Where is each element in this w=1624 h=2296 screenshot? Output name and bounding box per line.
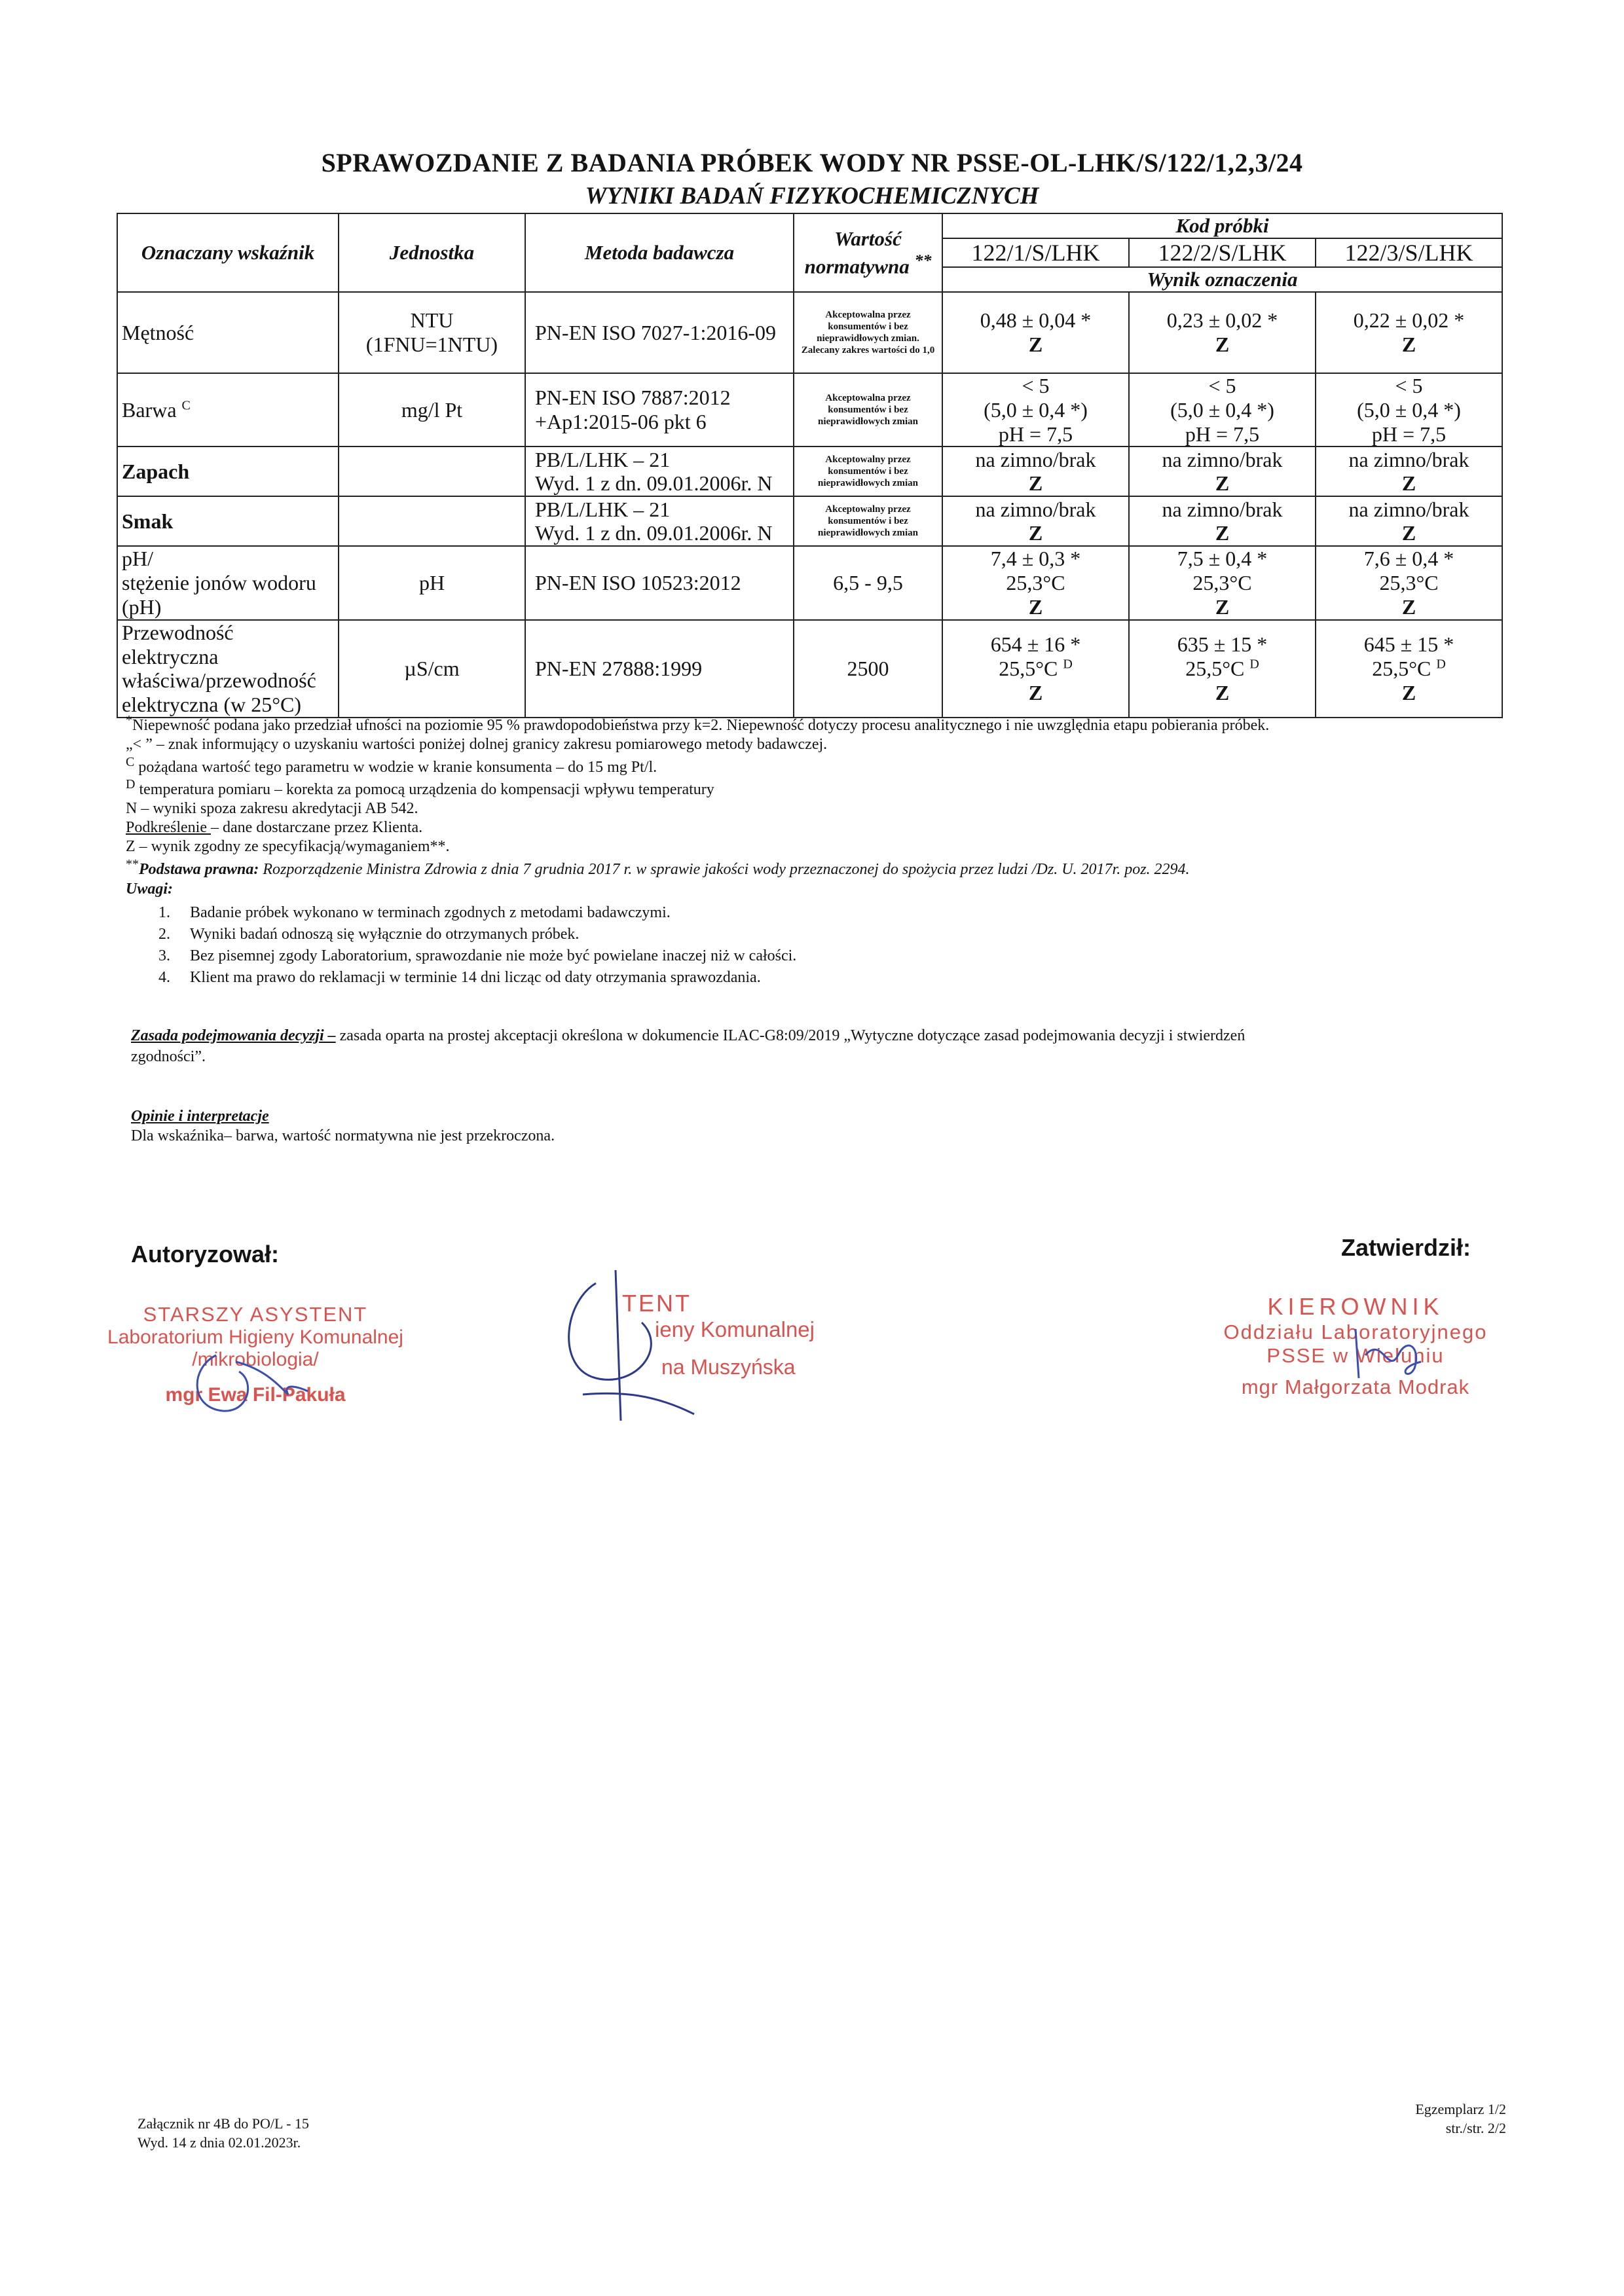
- list-item: 2. Wyniki badań odnoszą się wyłącznie do otrzymanych próbek.: [158, 926, 580, 943]
- sample-code-2: 122/2/S/LHK: [1129, 238, 1316, 267]
- footnote-underline: Podkreślenie – dane dostarczane przez Klienta.: [126, 818, 423, 836]
- row-result-1: 7,4 ± 0,3 * 25,3°C Z: [942, 546, 1129, 619]
- footnote-color: $^C$ pożądana wartość tego parametru w wodzie w kranie konsumenta – do 15 mg Pt/l.: [126, 754, 657, 776]
- list-item: 1. Badanie próbek wykonano w terminach zgodnych z metodami badawczymi.: [158, 904, 671, 921]
- results-table: [117, 213, 1503, 718]
- remarks-list: [138, 902, 796, 989]
- footnote-accreditation: N – wyniki spoza zakresu akredytacji AB 542.: [126, 800, 418, 818]
- opinions: Opinie i interpretacje Dla wskaźnika– barwa, wartość normatywna nie jest przekroczona.: [131, 1108, 555, 1144]
- report-subtitle: WYNIKI BADAŃ FIZYKOCHEMICZNYCH: [585, 183, 1039, 210]
- report-title: SPRAWOZDANIE Z BADANIA PRÓBEK WODY NR PSSE-OL-LHK/S/122/1,2,3/24: [321, 148, 1303, 177]
- sample-code-1: 122/1/S/LHK: [942, 238, 1129, 267]
- authorized-label: Autoryzował:: [131, 1241, 280, 1267]
- row-result-2: na zimno/brak Z: [1129, 496, 1316, 546]
- row-indicator: Mętność: [117, 292, 339, 373]
- row-method: PN-EN 27888:1999: [525, 620, 794, 718]
- approved-label: Zatwierdził:: [1341, 1234, 1471, 1261]
- stamp-mid: TENT ieny Komunalnej na Muszyńska: [622, 1290, 815, 1379]
- footnote-temperature: $^D$ temperatura pomiaru – korekta za pomocą urządzenia do kompensacji wpływu temperatury: [126, 777, 714, 799]
- table-row: [117, 620, 1502, 718]
- footnote-z: Z – wynik zgodny ze specyfikacją/wymaganiem**.: [126, 837, 450, 855]
- header-method: Metoda badawcza: [525, 213, 794, 292]
- footnote-below-range: „< ” – znak informujący o uzyskaniu wartości poniżej dolnej granicy zakresu pomiarowego metody badawczej.: [126, 735, 828, 753]
- signature-left: [177, 1342, 314, 1421]
- header-indicator: Oznaczany wskaźnik: [117, 213, 339, 292]
- row-method: PB/L/LHK – 21 Wyd. 1 z dn. 09.01.2006r. N: [525, 496, 794, 546]
- stamp-right: KIEROWNIK Oddziału Laboratoryjnego PSSE w Wieluniu mgr Małgorzata Modrak: [1223, 1293, 1488, 1398]
- row-method: PN-EN ISO 10523:2012: [525, 546, 794, 619]
- row-result-2: na zimno/brak Z: [1129, 446, 1316, 496]
- header-unit: Jednostka: [339, 213, 525, 292]
- stamp-left: STARSZY ASYSTENT Laboratorium Higieny Komunalnej /mikrobiologia/ mgr Ewa Fil-Pakuła: [107, 1303, 403, 1406]
- row-unit: [339, 496, 525, 546]
- row-result-3: 0,22 ± 0,02 * Z: [1316, 292, 1502, 373]
- row-result-3: < 5 (5,0 ± 0,4 *) pH = 7,5: [1316, 373, 1502, 446]
- signature-right: [1336, 1316, 1441, 1388]
- list-item: 3. Bez pisemnej zgody Laboratorium, sprawozdanie nie może być powielane inaczej niż w całości.: [158, 947, 797, 964]
- row-result-1: na zimno/brak Z: [942, 496, 1129, 546]
- row-result-2: 7,5 ± 0,4 * 25,3°C Z: [1129, 546, 1316, 619]
- row-unit: µS/cm: [339, 620, 525, 718]
- remarks-title: Uwagi:: [126, 881, 173, 898]
- header-norm: Wartość normatywna **: [794, 213, 942, 292]
- row-result-2: 635 ± 15 * 25,5°C $^D$ Z: [1129, 620, 1316, 718]
- footnote-uncertainty: *Niepewność podana jako przedział ufności na poziomie 95 % prawdopodobieństwa przy k=2. Niepewność dotyczy procesu analitycznego i nie uwzględnia etapu pobierania próbek.: [126, 713, 1270, 734]
- table-row: [117, 373, 1502, 446]
- row-result-3: na zimno/brak Z: [1316, 496, 1502, 546]
- row-norm: Akceptowalna przez konsumentów i bez nieprawidłowych zmian: [794, 373, 942, 446]
- row-unit: [339, 446, 525, 496]
- row-unit: NTU (1FNU=1NTU): [339, 292, 525, 373]
- row-norm: Akceptowalna przez konsumentów i bez nieprawidłowych zmian. Zalecany zakres wartości do 1,0: [794, 292, 942, 373]
- header-sample-code: Kod próbki: [942, 213, 1502, 238]
- header-result: Wynik oznaczenia: [942, 267, 1502, 292]
- row-result-1: na zimno/brak Z: [942, 446, 1129, 496]
- row-unit: mg/l Pt: [339, 373, 525, 446]
- row-norm: Akceptowalny przez konsumentów i bez nieprawidłowych zmian: [794, 496, 942, 546]
- row-method: PN-EN ISO 7027-1:2016-09: [525, 292, 794, 373]
- footnote-legal-basis: **Podstawa prawna: Rozporządzenie Ministra Zdrowia z dnia 7 grudnia 2017 r. w sprawie jakości wody przeznaczonej do spożycia przez ludzi /Dz. U. 2017r. poz. 2294.: [126, 856, 1190, 878]
- row-unit: pH: [339, 546, 525, 619]
- footer-left: Załącznik nr 4B do PO/L - 15 Wyd. 14 z dnia 02.01.2023r.: [138, 2115, 309, 2151]
- table-row: [117, 546, 1502, 619]
- row-indicator: Smak: [117, 496, 339, 546]
- row-indicator: Przewodność elektryczna właściwa/przewodność elektryczna (w 25°C): [117, 620, 339, 718]
- table-row: [117, 446, 1502, 496]
- row-norm: Akceptowalny przez konsumentów i bez nieprawidłowych zmian: [794, 446, 942, 496]
- row-method: PN-EN ISO 7887:2012 +Ap1:2015-06 pkt 6: [525, 373, 794, 446]
- footnotes: [126, 712, 1501, 899]
- footer-right: Egzemplarz 1/2 str./str. 2/2: [1415, 2101, 1506, 2136]
- row-result-2: 0,23 ± 0,02 * Z: [1129, 292, 1316, 373]
- sample-code-3: 122/3/S/LHK: [1316, 238, 1502, 267]
- row-result-1: 654 ± 16 * 25,5°C $^D$ Z: [942, 620, 1129, 718]
- row-indicator: Barwa $^C$: [117, 373, 339, 446]
- row-method: PB/L/LHK – 21 Wyd. 1 z dn. 09.01.2006r. N: [525, 446, 794, 496]
- row-result-3: 7,6 ± 0,4 * 25,3°C Z: [1316, 546, 1502, 619]
- row-norm: 2500: [794, 620, 942, 718]
- row-indicator: Zapach: [117, 446, 339, 496]
- table-row: [117, 292, 1502, 373]
- row-indicator: pH/ stężenie jonów wodoru (pH): [117, 546, 339, 619]
- row-result-3: na zimno/brak Z: [1316, 446, 1502, 496]
- signature-middle: [544, 1264, 740, 1434]
- row-result-2: < 5 (5,0 ± 0,4 *) pH = 7,5: [1129, 373, 1316, 446]
- decision-rule: Zasada podejmowania decyzji – zasada oparta na prostej akceptacji określona w dokumencie ILAC-G8:09/2019 „Wytyczne dotyczące zasad podejmowania decyzji i stwierdzeń zgodności”.: [131, 1027, 1246, 1065]
- row-result-1: < 5 (5,0 ± 0,4 *) pH = 7,5: [942, 373, 1129, 446]
- row-result-1: 0,48 ± 0,04 * Z: [942, 292, 1129, 373]
- row-norm: 6,5 - 9,5: [794, 546, 942, 619]
- list-item: 4. Klient ma prawo do reklamacji w terminie 14 dni licząc od daty otrzymania sprawozdania.: [158, 969, 761, 986]
- table-row: [117, 496, 1502, 546]
- row-result-3: 645 ± 15 * 25,5°C $^D$ Z: [1316, 620, 1502, 718]
